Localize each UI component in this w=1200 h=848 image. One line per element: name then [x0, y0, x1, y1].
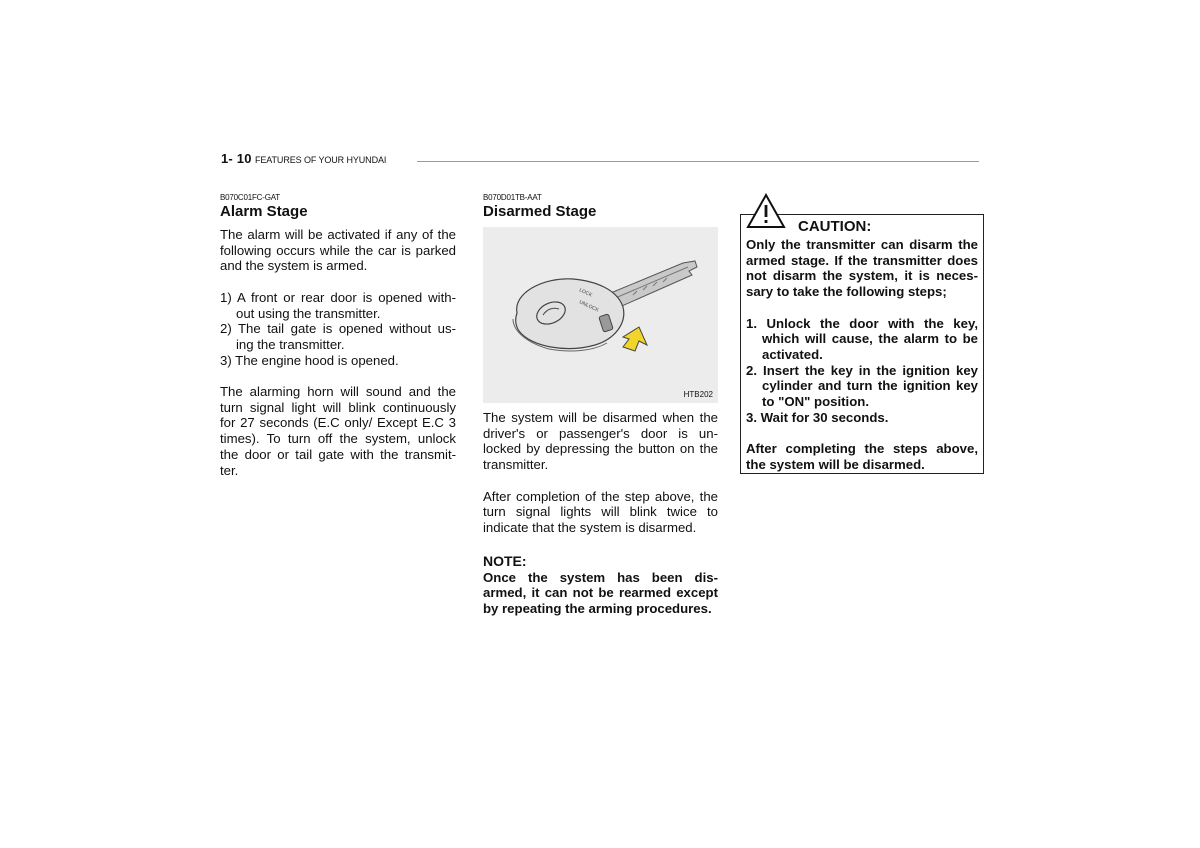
alarm-stage-title: Alarm Stage [220, 203, 308, 220]
unlock-label: UNLOCK [578, 299, 600, 314]
caution-outro: After completing the steps above, the system will be disarmed. [746, 441, 978, 472]
alarm-trigger-list [220, 290, 456, 369]
header-rule [417, 161, 979, 162]
note-text: Once the system has been dis- armed, it can not be rearmed except by repeating the arming procedures. [483, 569, 718, 617]
list-item: 2) The tail gate is opened without us- ing the transmitter. [220, 321, 456, 352]
alarm-stage-column [220, 193, 456, 478]
caution-label: CAUTION: [798, 218, 872, 235]
caution-steps [746, 316, 978, 426]
list-item: 1. Unlock the door with the key, which will cause, the alarm to be activated. [746, 315, 978, 362]
list-item: 3. Wait for 30 seconds. [746, 409, 889, 425]
caution-intro: Only the transmitter can disarm the armed stage. If the transmitter does not disarm the system, it is neces- sary to take the following steps; [746, 237, 978, 300]
list-item: 1) A front or rear door is opened with- out using the transmitter. [220, 289, 456, 321]
lock-label: LOCK [578, 287, 594, 299]
figure-caption: HTB202 [683, 390, 713, 399]
alarm-stage-body: The alarming horn will sound and the turn signal light will blink continuously for 27 seconds (E.C only/ Except E.C 3 times). To turn off the system, unlock the door or tail gate with the transmit- ter. [220, 384, 456, 478]
alarm-stage-code: B070C01FC-GAT [220, 193, 280, 202]
disarmed-stage-code: B070D01TB-AAT [483, 193, 542, 202]
page-header [221, 151, 981, 171]
list-item: 2. Insert the key in the ignition key cylinder and turn the ignition key to "ON" position. [746, 362, 978, 410]
disarmed-para-2: After completion of the step above, the turn signal lights will blink twice to indicate that the system is disarmed. [483, 488, 718, 535]
page-number: 1- 10 [221, 151, 252, 166]
note-title: NOTE: [483, 552, 527, 569]
disarmed-stage-title: Disarmed Stage [483, 203, 597, 220]
key-transmitter-figure [483, 227, 718, 403]
caution-box [740, 214, 984, 474]
disarmed-stage-column [483, 193, 718, 617]
section-title: FEATURES OF YOUR HYUNDAI [255, 155, 387, 165]
arrow-icon [623, 327, 647, 351]
alarm-stage-intro: The alarm will be activated if any of the following occurs while the car is parked and the system is armed. [220, 227, 456, 274]
key-transmitter-illustration [483, 227, 718, 403]
disarmed-para-1: The system will be disarmed when the driver's or passenger's door is un- locked by depressing the button on the transmitter. [483, 410, 718, 473]
list-item: 3) The engine hood is opened. [220, 352, 399, 368]
warning-triangle-icon [746, 193, 786, 229]
